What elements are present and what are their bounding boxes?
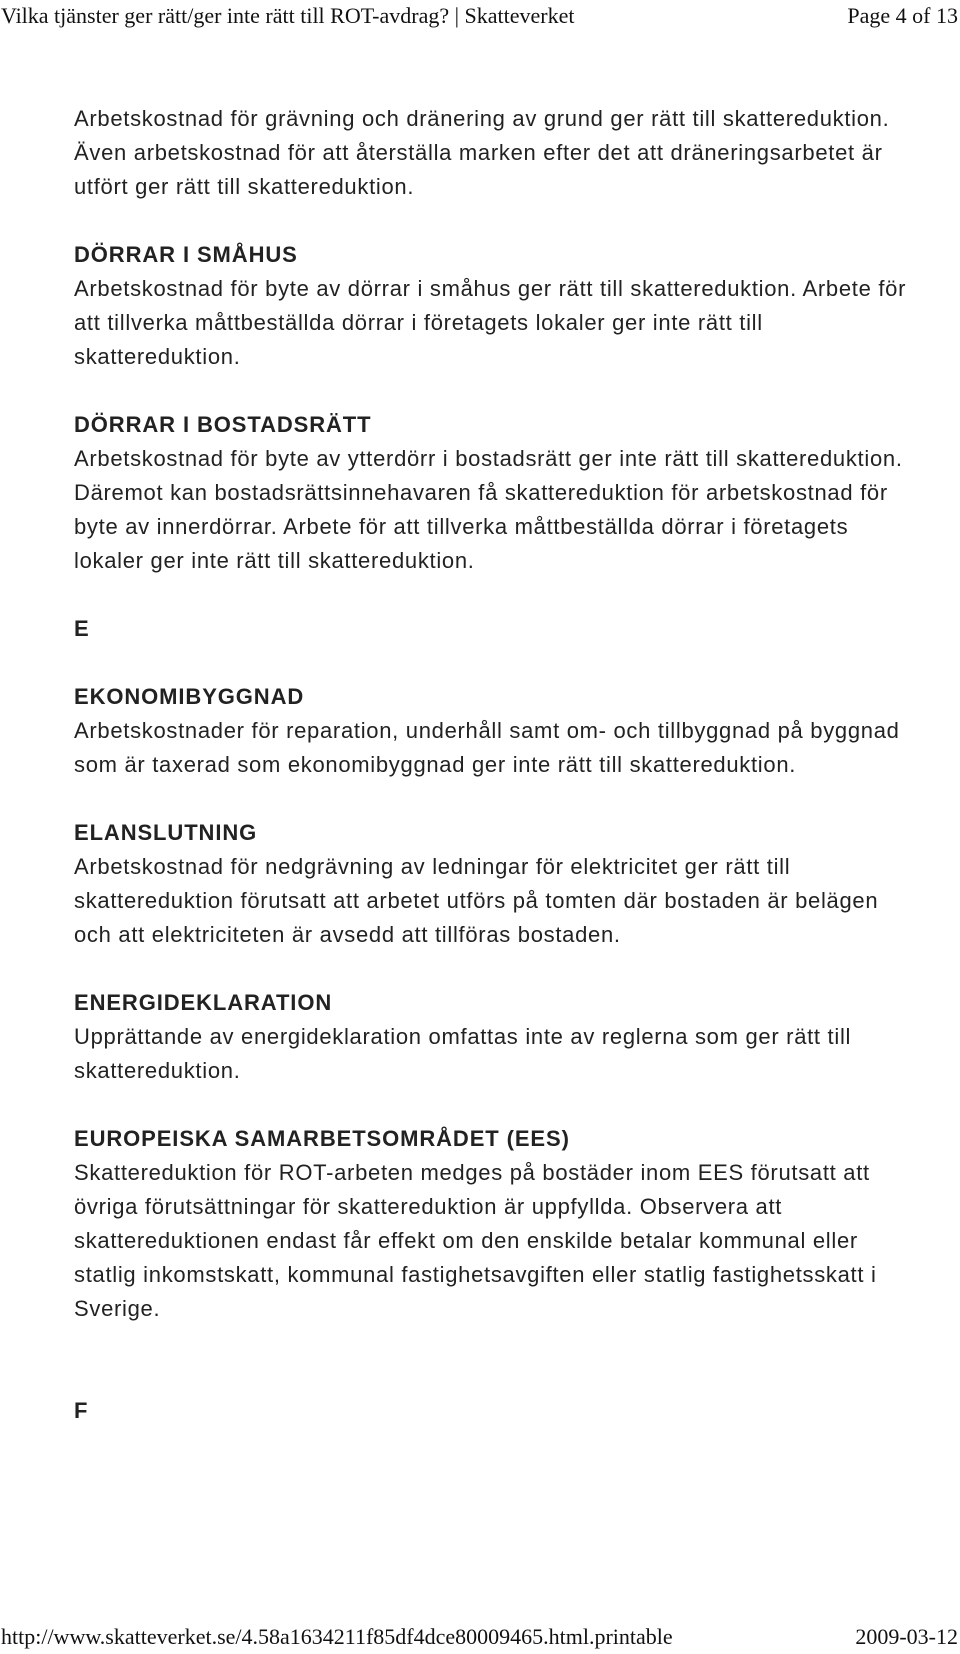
document-body bbox=[74, 102, 914, 1428]
section-text-elanslutning: Arbetskostnad för nedgrävning av ledningar för elektricitet ger rätt till skattereduktion förutsatt att arbetet utförs på tomten där bostaden är belägen och att elektriciteten är avsedd att tillföras bostaden. bbox=[74, 854, 879, 947]
section-text-energideklaration: Upprättande av energideklaration omfattas inte av reglerna som ger rätt till skattereduktion. bbox=[74, 1024, 852, 1083]
section-text-ees: Skattereduktion för ROT-arbeten medges på bostäder inom EES förutsatt att övriga förutsättningar för skattereduktion är uppfyllda. Observera att skattereduktionen endast får effekt om den enskilde betalar kommunal eller statlig inkomstskatt, kommunal fastighetsavgiften eller statlig fastighetsskatt i Sverige. bbox=[74, 1160, 877, 1321]
section-text-dorrar-bostadsratt: Arbetskostnad för byte av ytterdörr i bostadsrätt ger inte rätt till skattereduktion. Däremot kan bostadsrättsinnehavaren få skattereduktion för arbetskostnad för byte av innerdörrar. Arbete för att tillverka måttbeställda dörrar i företagets lokaler ger inte rätt till skattereduktion. bbox=[74, 446, 903, 573]
section-heading-energideklaration: ENERGIDEKLARATION bbox=[74, 990, 333, 1015]
print-header bbox=[0, 1, 960, 31]
letter-heading-e: E bbox=[74, 616, 90, 641]
section-heading-elanslutning: ELANSLUTNING bbox=[74, 820, 258, 845]
section-text-dorrar-smahus: Arbetskostnad för byte av dörrar i småhus ger rätt till skattereduktion. Arbete för att tillverka måttbeställda dörrar i företagets lokaler ger inte rätt till skattereduktion. bbox=[74, 276, 907, 369]
page-title: Vilka tjänster ger rätt/ger inte rätt till ROT-avdrag? | Skatteverket bbox=[1, 3, 575, 28]
section-heading-dorrar-bostadsratt: DÖRRAR I BOSTADSRÄTT bbox=[74, 412, 372, 437]
section-heading-ekonomibyggnad: EKONOMIBYGGNAD bbox=[74, 684, 305, 709]
section-heading-ees: EUROPEISKA SAMARBETSOMRÅDET (EES) bbox=[74, 1126, 570, 1151]
intro-paragraph: Arbetskostnad för grävning och dränering av grund ger rätt till skattereduktion. Även arbetskostnad för att återställa marken efter det att dräneringsarbetet är utfört ger rätt till skattereduktion. bbox=[74, 106, 890, 199]
section-text-ekonomibyggnad: Arbetskostnader för reparation, underhåll samt om- och tillbyggnad på byggnad som är taxerad som ekonomibyggnad ger inte rätt till skattereduktion. bbox=[74, 718, 900, 777]
footer-date: 2009-03-12 bbox=[855, 1624, 958, 1649]
print-footer bbox=[0, 1622, 960, 1652]
page-number: Page 4 of 13 bbox=[847, 3, 958, 28]
section-heading-dorrar-smahus: DÖRRAR I SMÅHUS bbox=[74, 242, 298, 267]
letter-heading-f: F bbox=[74, 1398, 89, 1423]
footer-url: http://www.skatteverket.se/4.58a1634211f85df4dce80009465.html.printable bbox=[1, 1624, 673, 1649]
